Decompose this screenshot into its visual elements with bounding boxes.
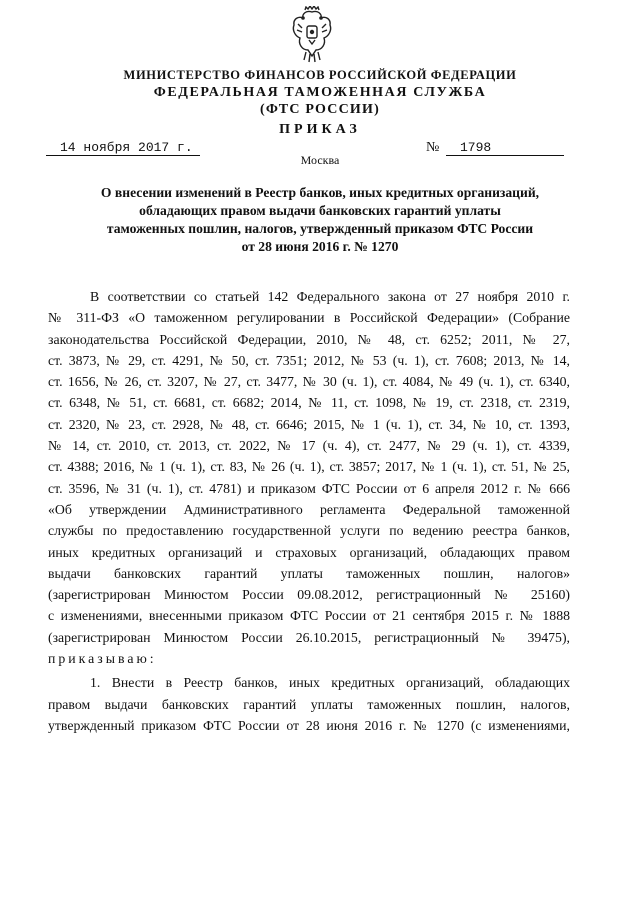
body-line: ст. 6348, № 51, ст. 6681, ст. 6682; 2014, № 11, ст. 1098, № 19, ст. 2318, ст. 2319,: [48, 395, 570, 411]
body-line: ст. 4388; 2016, № 1 (ч. 1), ст. 83, № 26 (ч. 1), ст. 3857; 2017, № 1 (ч. 1), ст. 51, № 25,: [48, 459, 570, 475]
title-line: таможенных пошлин, налогов, утвержденный приказом ФТС России: [106, 221, 534, 236]
body-line: иных кредитных организаций и страховых организаций, обладающих правом: [48, 544, 570, 560]
body-line: выдачи банковских гарантий уплаты таможенных пошлин, налогов»: [48, 565, 570, 581]
body-line: ст. 1656, № 26, ст. 3207, № 27, ст. 3477, № 30 (ч. 1), ст. 4084, № 49 (ч. 1), ст. 6340,: [48, 374, 570, 390]
body-line: В соответствии со статьей 142 Федерального закона от 27 ноября 2010 г.: [90, 289, 570, 304]
body-line: утвержденный приказом ФТС России от 28 июня 2016 г. № 1270 (с изменениями,: [48, 717, 570, 733]
order-body: [48, 286, 570, 736]
service-name: ФЕДЕРАЛЬНАЯ ТАМОЖЕННАЯ СЛУЖБА: [153, 85, 487, 100]
body-line: (зарегистрирован Минюстом России 09.08.2012, регистрационный № 25160): [48, 587, 570, 603]
document-type: ПРИКАЗ: [279, 122, 361, 137]
order-title: [60, 184, 580, 256]
number-sign: №: [426, 140, 440, 155]
body-line: с изменениями, внесенными приказом ФТС России от 21 сентября 2015 г. № 1888: [48, 608, 570, 624]
body-line: 1. Внести в Реестр банков, иных кредитных организаций, обладающих: [90, 675, 570, 691]
title-line: от 28 июня 2016 г. № 1270: [241, 239, 399, 254]
order-number: 1798: [446, 140, 564, 156]
body-line: № 14, ст. 2010, ст. 2013, ст. 2022, № 17 (ч. 4), ст. 2477, № 29 (ч. 1), ст. 4339,: [48, 438, 570, 454]
body-line: законодательства Российской Федерации, 2010, № 48, ст. 6252; 2011, № 27,: [48, 331, 570, 347]
body-line: № 311-ФЗ «О таможенном регулировании в Российской Федерации» (Собрание: [48, 310, 570, 326]
body-line-order-word: приказываю:: [48, 651, 157, 667]
service-abbreviation: (ФТС РОССИИ): [260, 102, 380, 117]
body-line: службы по предоставлению государственной услуги по ведению реестра банков,: [48, 523, 570, 539]
ministry-name: МИНИСТЕРСТВО ФИНАНСОВ РОССИЙСКОЙ ФЕДЕРАЦИИ: [123, 68, 517, 82]
body-line: «Об утверждении Административного регламента Федеральной таможенной: [48, 501, 570, 517]
body-line: ст. 3596, № 31 (ч. 1), ст. 4781) и приказом ФТС России от 6 апреля 2012 г. № 666: [48, 480, 570, 496]
city: Москва: [300, 153, 340, 167]
body-line: правом выдачи банковских гарантий уплаты таможенных пошлин, налогов,: [48, 696, 570, 712]
title-line: обладающих правом выдачи банковских гарантий уплаты: [139, 203, 501, 218]
body-line: (зарегистрирован Минюстом России 26.10.2015, регистрационный № 39475),: [48, 629, 570, 645]
body-line: ст. 2320, № 23, ст. 2928, № 48, ст. 6646; 2015, № 1 (ч. 1), ст. 34, № 10, ст. 1393,: [48, 416, 570, 432]
coat-of-arms-emblem: [288, 6, 336, 64]
body-line: ст. 3873, № 29, ст. 4291, № 50, ст. 7351; 2012, № 53 (ч. 1), ст. 7608; 2013, № 14,: [48, 352, 570, 368]
order-date: 14 ноября 2017 г.: [46, 140, 200, 156]
title-line: О внесении изменений в Реестр банков, иных кредитных организаций,: [100, 185, 540, 200]
